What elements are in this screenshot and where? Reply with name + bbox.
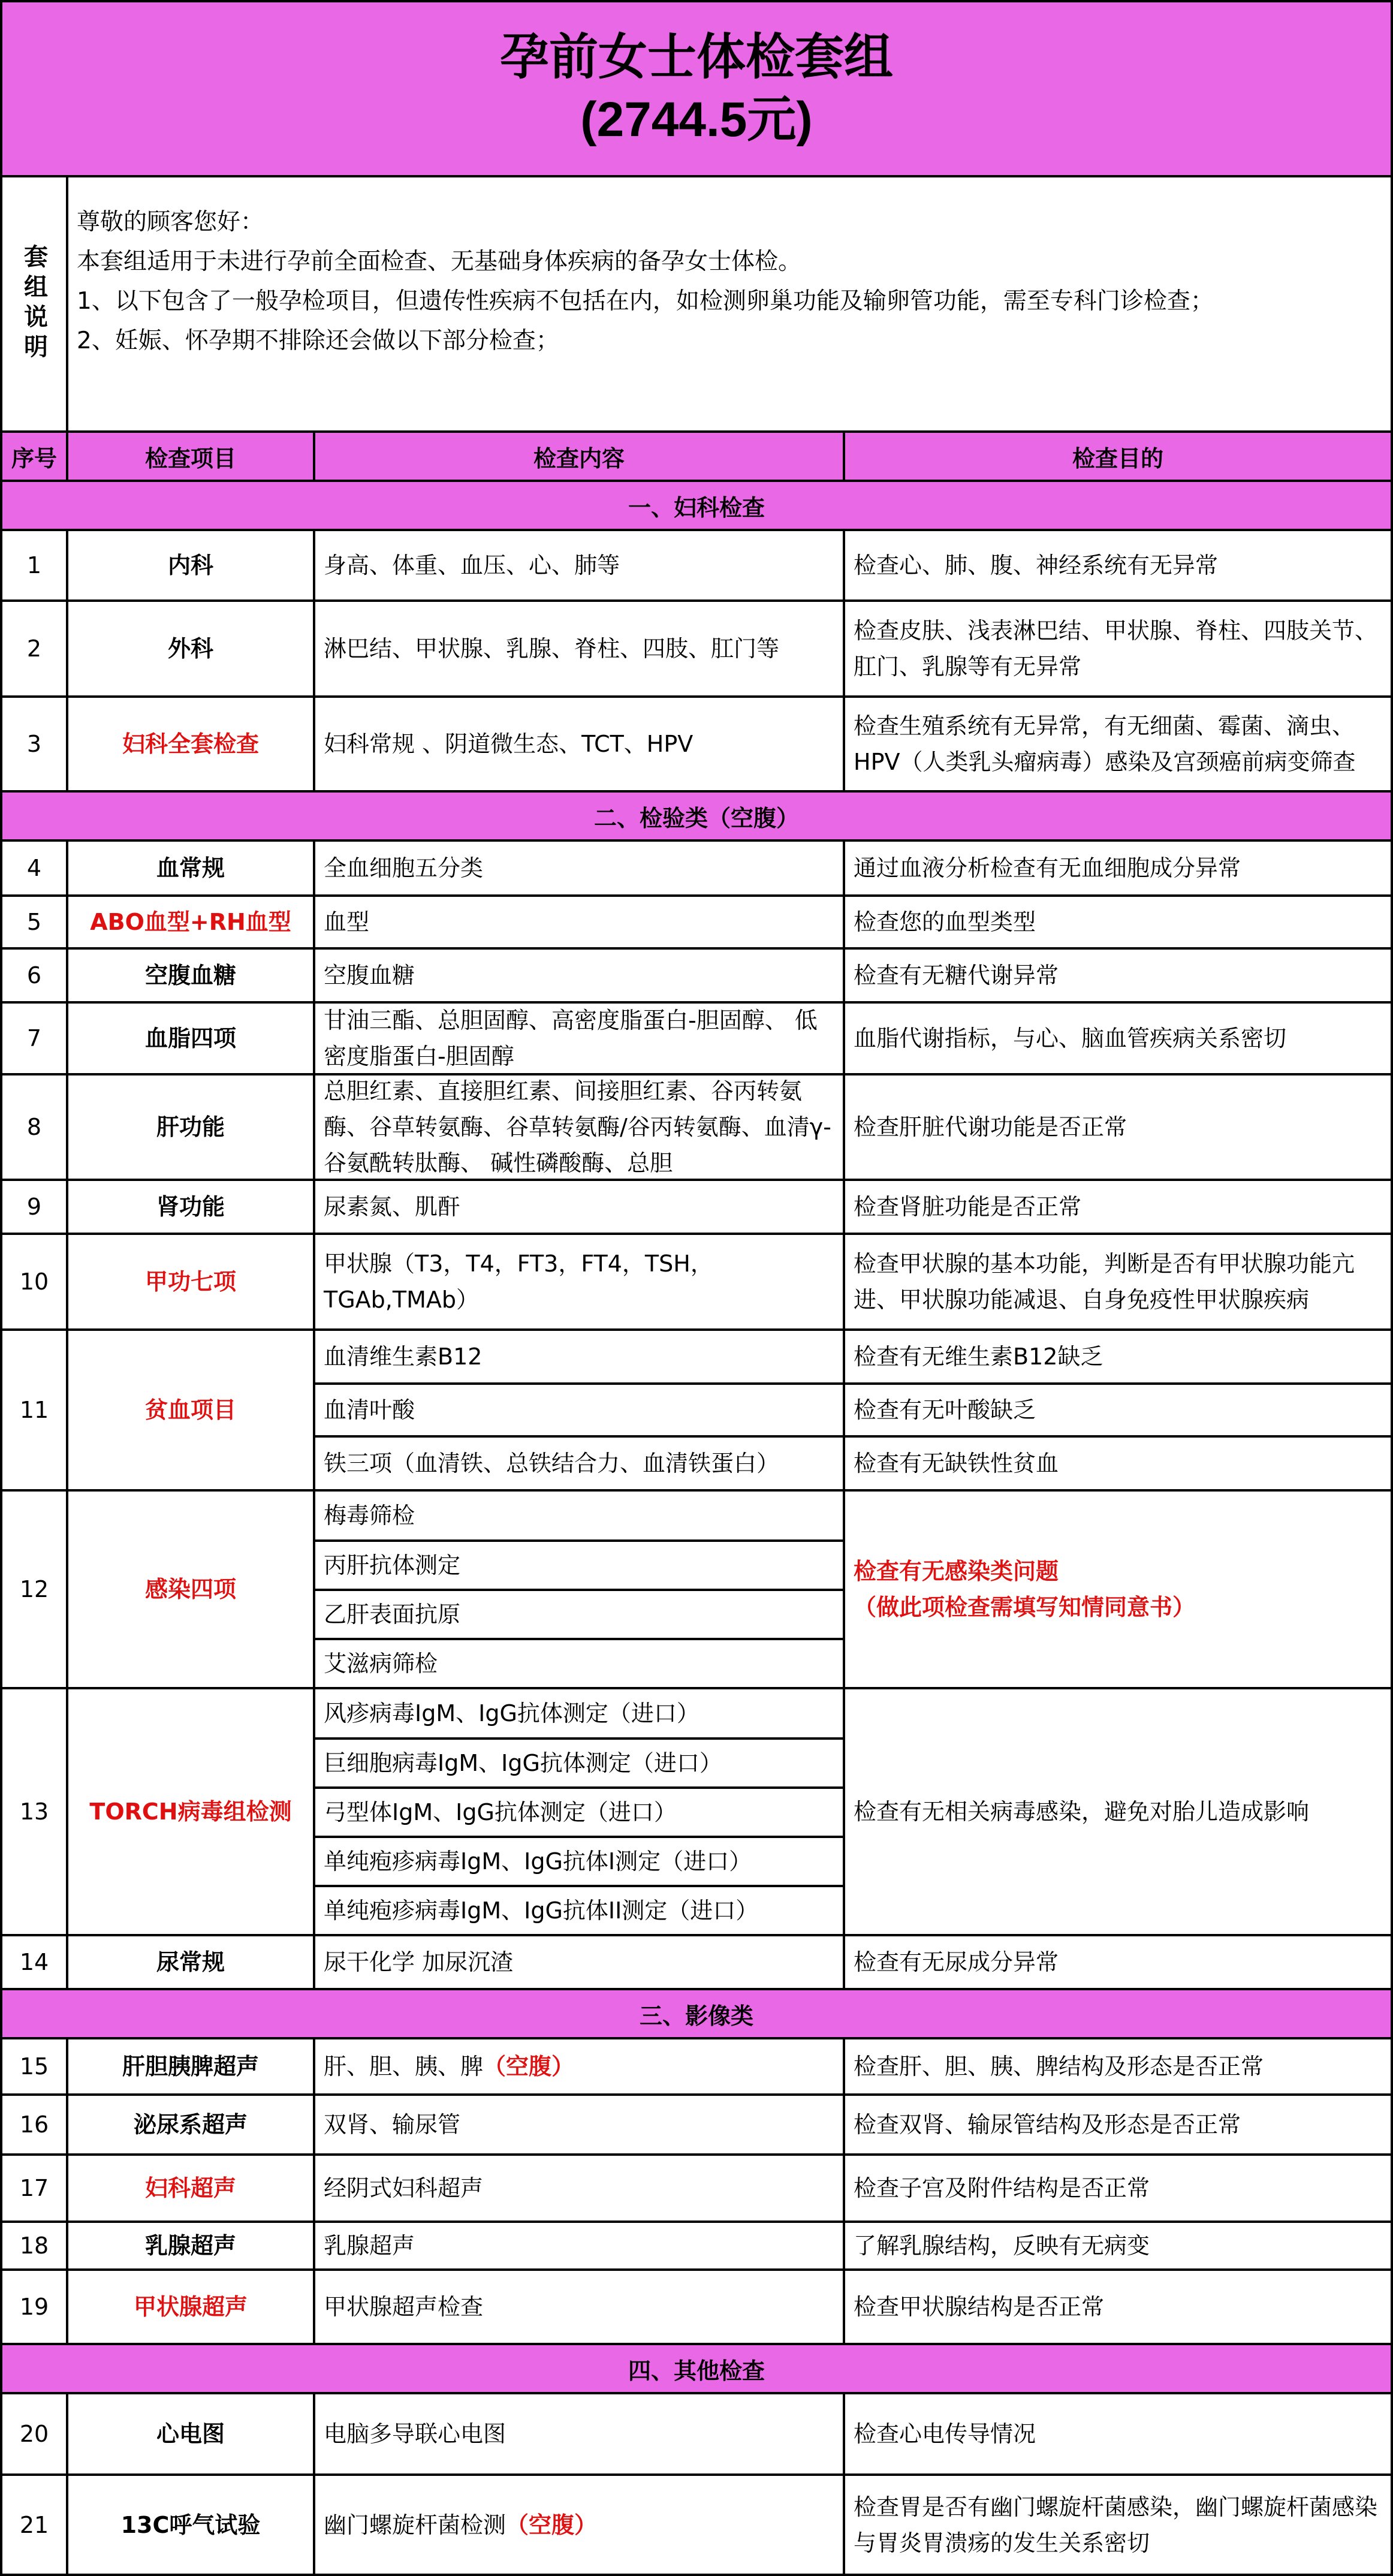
row-purpose xyxy=(845,2271,1393,2345)
row-item xyxy=(68,602,315,698)
row-content xyxy=(315,2156,845,2223)
consent-note: （做此项检查需填写知情同意书） xyxy=(854,1594,1196,1620)
row-content xyxy=(315,1438,845,1492)
header-content: 检查内容 xyxy=(315,433,845,482)
row-number-text: 9 xyxy=(26,1194,42,1220)
row-item-text: 内科 xyxy=(167,552,213,579)
row-item-text: 空腹血糖 xyxy=(144,962,236,989)
section-header-text: 四、其他检查 xyxy=(628,2357,765,2384)
row-purpose xyxy=(845,2039,1393,2096)
row-item xyxy=(68,1492,315,1689)
page-title: 孕前女士体检套组 xyxy=(499,30,893,85)
row-item-text: 妇科超声 xyxy=(144,2175,236,2201)
row-number-text: 14 xyxy=(19,1949,49,1975)
row-content xyxy=(315,2039,845,2096)
section-header xyxy=(0,2345,1393,2394)
row-number xyxy=(0,602,68,698)
row-item-text: 肝功能 xyxy=(156,1114,225,1140)
row-item-text: 外科 xyxy=(167,635,213,662)
row-content xyxy=(315,2271,845,2345)
row-item-text: ABO血型+RH血型 xyxy=(90,909,291,935)
row-number-text: 16 xyxy=(19,2111,49,2138)
row-content xyxy=(315,1235,845,1331)
row-number xyxy=(0,1492,68,1689)
row-purpose xyxy=(845,2476,1393,2576)
row-number-text: 6 xyxy=(26,962,42,989)
intro-line: 尊敬的顾客您好： xyxy=(77,209,264,236)
section-header xyxy=(0,793,1393,842)
row-purpose xyxy=(845,897,1393,950)
row-purpose-text: 检查双肾、输尿管结构及形态是否正常 xyxy=(854,2111,1241,2138)
row-number xyxy=(0,950,68,1004)
row-purpose-text: 检查有无叶酸缺乏 xyxy=(854,1397,1036,1423)
row-item xyxy=(68,950,315,1004)
row-number xyxy=(0,1235,68,1331)
row-purpose xyxy=(845,698,1393,793)
row-item xyxy=(68,2156,315,2223)
row-item xyxy=(68,1004,315,1075)
row-item-text: 妇科全套检查 xyxy=(122,731,259,757)
row-content xyxy=(315,950,845,1004)
row-purpose xyxy=(845,2156,1393,2223)
section-header-text: 三、影像类 xyxy=(639,2002,753,2029)
row-purpose xyxy=(845,2394,1393,2476)
row-item-text: 肝胆胰脾超声 xyxy=(122,2053,259,2080)
row-number xyxy=(0,2096,68,2156)
row-purpose-text: 检查有无糖代谢异常 xyxy=(854,962,1059,989)
row-number xyxy=(0,1004,68,1075)
row-purpose xyxy=(845,1689,1393,1936)
row-number xyxy=(0,2223,68,2271)
row-content-text: 甲状腺超声检查 xyxy=(324,2294,484,2320)
row-content-text: 总胆红素、直接胆红素、间接胆红素、谷丙转氨酶、谷草转氨酶、谷草转氨酶/谷丙转氨酶、血清γ-谷氨酰转肽酶、 碱性磷酸酶、总胆 xyxy=(324,1078,832,1176)
row-number xyxy=(0,1331,68,1492)
row-content-text: 肝、胆、胰、脾 xyxy=(324,2053,484,2080)
row-content xyxy=(315,1689,845,1740)
row-number-text: 20 xyxy=(19,2421,49,2447)
row-content-text: 淋巴结、甲状腺、乳腺、脊柱、四肢、肛门等 xyxy=(324,635,780,662)
row-content xyxy=(315,1789,845,1838)
intro-line: 2、妊娠、怀孕期不排除还会做以下部分检查； xyxy=(77,327,559,354)
row-purpose xyxy=(845,1492,1393,1689)
row-purpose xyxy=(845,842,1393,897)
row-purpose xyxy=(845,531,1393,602)
row-number-text: 1 xyxy=(26,552,42,579)
row-content-text: 尿素氮、肌酐 xyxy=(324,1194,461,1220)
row-number xyxy=(0,2271,68,2345)
row-content xyxy=(315,1640,845,1689)
intro-line: 1、以下包含了一般孕检项目，但遗传性疾病不包括在内，如检测卵巢功能及输卵管功能，需至专科门诊检查； xyxy=(77,288,1214,315)
row-item-text: 乳腺超声 xyxy=(144,2232,236,2259)
row-number-text: 3 xyxy=(26,731,42,757)
section-header xyxy=(0,1990,1393,2039)
row-content-text: 妇科常规 、阴道微生态、TCT、HPV xyxy=(324,731,694,757)
row-purpose-text: 血脂代谢指标，与心、脑血管疾病关系密切 xyxy=(854,1025,1287,1052)
row-purpose-text: 检查肝脏代谢功能是否正常 xyxy=(854,1114,1127,1140)
row-content-text: 经阴式妇科超声 xyxy=(324,2175,484,2201)
row-purpose xyxy=(845,1181,1393,1235)
row-content-text: 身高、体重、血压、心、肺等 xyxy=(324,552,620,579)
row-item-text: 血脂四项 xyxy=(144,1025,236,1052)
row-content xyxy=(315,1004,845,1075)
row-content xyxy=(315,1331,845,1385)
row-content-text: 空腹血糖 xyxy=(324,962,415,989)
row-number-text: 10 xyxy=(19,1269,49,1295)
row-number-text: 17 xyxy=(19,2175,49,2201)
row-content xyxy=(315,1492,845,1542)
row-purpose-text: 检查心电传导情况 xyxy=(854,2421,1036,2447)
row-purpose-text: 检查您的血型类型 xyxy=(854,909,1036,935)
row-item-text: TORCH病毒组检测 xyxy=(89,1798,292,1825)
row-number-text: 11 xyxy=(19,1397,49,1423)
intro-text xyxy=(77,203,1214,361)
row-purpose-text: 检查胃是否有幽门螺旋杆菌感染，幽门螺旋杆菌感染与胃炎胃溃疡的发生关系密切 xyxy=(854,2493,1378,2556)
intro-text-cell xyxy=(68,177,1393,433)
row-content-text: 艾滋病筛检 xyxy=(324,1650,438,1677)
row-purpose xyxy=(845,1075,1393,1181)
row-item-text: 甲功七项 xyxy=(144,1269,236,1295)
row-content-text: 血清维生素B12 xyxy=(324,1343,483,1370)
row-content-text: 单纯疱疹病毒IgM、IgG抗体II测定（进口） xyxy=(324,1897,759,1924)
row-item-text: 尿常规 xyxy=(156,1949,225,1975)
row-item xyxy=(68,1936,315,1990)
title-block xyxy=(0,0,1393,177)
row-number xyxy=(0,2476,68,2576)
row-number xyxy=(0,2039,68,2096)
row-purpose-text: 检查有无尿成分异常 xyxy=(854,1949,1059,1975)
section-header xyxy=(0,482,1393,531)
row-purpose-text: 检查肾脏功能是否正常 xyxy=(854,1194,1082,1220)
row-number xyxy=(0,698,68,793)
row-content xyxy=(315,2223,845,2271)
row-item xyxy=(68,2476,315,2576)
section-header-text: 二、检验类（空腹） xyxy=(593,805,799,831)
row-item xyxy=(68,1689,315,1936)
row-number xyxy=(0,2394,68,2476)
row-purpose xyxy=(845,950,1393,1004)
intro-label: 套组说明 xyxy=(20,244,48,364)
row-content-text: 尿干化学 加尿沉渣 xyxy=(324,1949,514,1975)
row-content xyxy=(315,842,845,897)
row-content-text: 血清叶酸 xyxy=(324,1397,415,1423)
row-number-text: 15 xyxy=(19,2053,49,2080)
row-content-text: 血型 xyxy=(324,909,370,935)
row-item xyxy=(68,531,315,602)
row-content xyxy=(315,1936,845,1990)
row-purpose-text: 检查甲状腺的基本功能，判断是否有甲状腺功能亢进、甲状腺功能减退、自身免疫性甲状腺疾病 xyxy=(854,1251,1355,1313)
row-item xyxy=(68,2096,315,2156)
row-content-text: 乙肝表面抗原 xyxy=(324,1601,461,1628)
row-number-text: 7 xyxy=(26,1025,42,1052)
row-item xyxy=(68,1181,315,1235)
row-content-text: 铁三项（血清铁、总铁结合力、血清铁蛋白） xyxy=(324,1450,780,1477)
row-purpose xyxy=(845,1235,1393,1331)
row-content-text: 巨细胞病毒IgM、IgG抗体测定（进口） xyxy=(324,1750,722,1776)
row-purpose-text: 检查肝、胆、胰、脾结构及形态是否正常 xyxy=(854,2053,1264,2080)
row-content xyxy=(315,1542,845,1591)
row-content xyxy=(315,2394,845,2476)
row-content xyxy=(315,531,845,602)
row-number xyxy=(0,2156,68,2223)
row-purpose-text: 检查生殖系统有无异常，有无细菌、霉菌、滴虫、HPV（人类乳头瘤病毒）感染及宫颈癌前病变筛查 xyxy=(854,713,1356,775)
row-purpose-text: 了解乳腺结构，反映有无病变 xyxy=(854,2232,1150,2259)
row-purpose xyxy=(845,1331,1393,1385)
row-purpose xyxy=(845,1385,1393,1438)
fasting-note: （空腹） xyxy=(506,2511,598,2538)
row-number-text: 19 xyxy=(19,2294,49,2320)
row-purpose xyxy=(845,2223,1393,2271)
row-content-text: 单纯疱疹病毒IgM、IgG抗体I测定（进口） xyxy=(324,1848,752,1875)
row-item-text: 肾功能 xyxy=(156,1194,225,1220)
row-number-text: 2 xyxy=(26,635,42,662)
row-item-text: 感染四项 xyxy=(144,1576,236,1602)
row-item-text: 13C呼气试验 xyxy=(120,2511,261,2538)
header-item: 检查项目 xyxy=(68,433,315,482)
row-number-text: 13 xyxy=(19,1798,49,1825)
row-item xyxy=(68,2039,315,2096)
row-number-text: 21 xyxy=(19,2511,49,2538)
row-content-text: 弓型体IgM、IgG抗体测定（进口） xyxy=(324,1799,677,1825)
row-item xyxy=(68,2271,315,2345)
row-content xyxy=(315,1838,845,1887)
row-item xyxy=(68,1235,315,1331)
row-purpose-text: 检查子宫及附件结构是否正常 xyxy=(854,2175,1150,2201)
row-item xyxy=(68,698,315,793)
row-number xyxy=(0,1181,68,1235)
row-purpose xyxy=(845,602,1393,698)
row-purpose xyxy=(845,1936,1393,1990)
row-purpose-text: 检查心、肺、腹、神经系统有无异常 xyxy=(854,552,1219,579)
row-purpose-text: 检查皮肤、浅表淋巴结、甲状腺、脊柱、四肢关节、肛门、乳腺等有无异常 xyxy=(854,617,1378,680)
row-content-text: 幽门螺旋杆菌检测 xyxy=(324,2511,506,2538)
row-item-text: 泌尿系超声 xyxy=(133,2111,248,2138)
row-content xyxy=(315,2476,845,2576)
row-content-text: 风疹病毒IgM、IgG抗体测定（进口） xyxy=(324,1700,699,1727)
row-content-text: 梅毒筛检 xyxy=(324,1502,415,1529)
row-content-text: 全血细胞五分类 xyxy=(324,855,484,881)
row-item-text: 贫血项目 xyxy=(144,1397,236,1423)
row-number xyxy=(0,897,68,950)
row-number-text: 5 xyxy=(26,909,42,935)
consent-note: 检查有无感染类问题 xyxy=(854,1558,1059,1584)
row-purpose-text: 通过血液分析检查有无血细胞成分异常 xyxy=(854,855,1241,881)
row-number xyxy=(0,531,68,602)
row-content-text: 甘油三酯、总胆固醇、高密度脂蛋白-胆固醇、 低密度脂蛋白-胆固醇 xyxy=(324,1007,818,1069)
row-number-text: 8 xyxy=(26,1114,42,1140)
row-content xyxy=(315,1181,845,1235)
row-item xyxy=(68,2223,315,2271)
row-content-text: 双肾、输尿管 xyxy=(324,2111,461,2138)
fasting-note: （空腹） xyxy=(483,2053,575,2080)
row-item xyxy=(68,842,315,897)
row-content-text: 甲状腺（T3，T4，FT3，FT4，TSH，TGAb,TMAb） xyxy=(324,1251,713,1313)
row-content xyxy=(315,1740,845,1789)
row-item-text: 心电图 xyxy=(156,2421,225,2447)
row-content xyxy=(315,1385,845,1438)
row-item xyxy=(68,897,315,950)
row-item-text: 血常规 xyxy=(156,855,225,881)
row-content-text: 丙肝抗体测定 xyxy=(324,1552,461,1578)
row-content-text: 乳腺超声 xyxy=(324,2232,415,2259)
intro-line: 本套组适用于未进行孕前全面检查、无基础身体疾病的备孕女士体检。 xyxy=(77,248,802,275)
row-number xyxy=(0,1689,68,1936)
row-number xyxy=(0,1936,68,1990)
header-no: 序号 xyxy=(0,433,68,482)
row-content xyxy=(315,1887,845,1936)
row-number-text: 18 xyxy=(19,2232,49,2259)
section-header-text: 一、妇科检查 xyxy=(628,494,765,521)
row-item-text: 甲状腺超声 xyxy=(133,2294,248,2320)
row-purpose xyxy=(845,1004,1393,1075)
row-item xyxy=(68,1075,315,1181)
row-purpose-text: 检查有无缺铁性贫血 xyxy=(854,1450,1059,1477)
intro-label-cell xyxy=(0,177,68,433)
row-purpose-text: 检查有无相关病毒感染，避免对胎儿造成影响 xyxy=(854,1798,1310,1825)
row-content xyxy=(315,698,845,793)
row-content xyxy=(315,2096,845,2156)
row-purpose xyxy=(845,2096,1393,2156)
row-number-text: 12 xyxy=(19,1576,49,1602)
row-item xyxy=(68,2394,315,2476)
row-purpose xyxy=(845,1438,1393,1492)
row-content xyxy=(315,897,845,950)
row-purpose-text: 检查甲状腺结构是否正常 xyxy=(854,2294,1105,2320)
row-content xyxy=(315,602,845,698)
row-purpose-text: 检查有无维生素B12缺乏 xyxy=(854,1343,1103,1370)
row-number xyxy=(0,1075,68,1181)
header-purpose: 检查目的 xyxy=(845,433,1393,482)
row-content xyxy=(315,1591,845,1640)
row-item xyxy=(68,1331,315,1492)
row-content-text: 电脑多导联心电图 xyxy=(324,2421,506,2447)
package-price: (2744.5元) xyxy=(580,92,813,147)
row-number-text: 4 xyxy=(26,855,42,881)
row-content xyxy=(315,1075,845,1181)
row-number xyxy=(0,842,68,897)
